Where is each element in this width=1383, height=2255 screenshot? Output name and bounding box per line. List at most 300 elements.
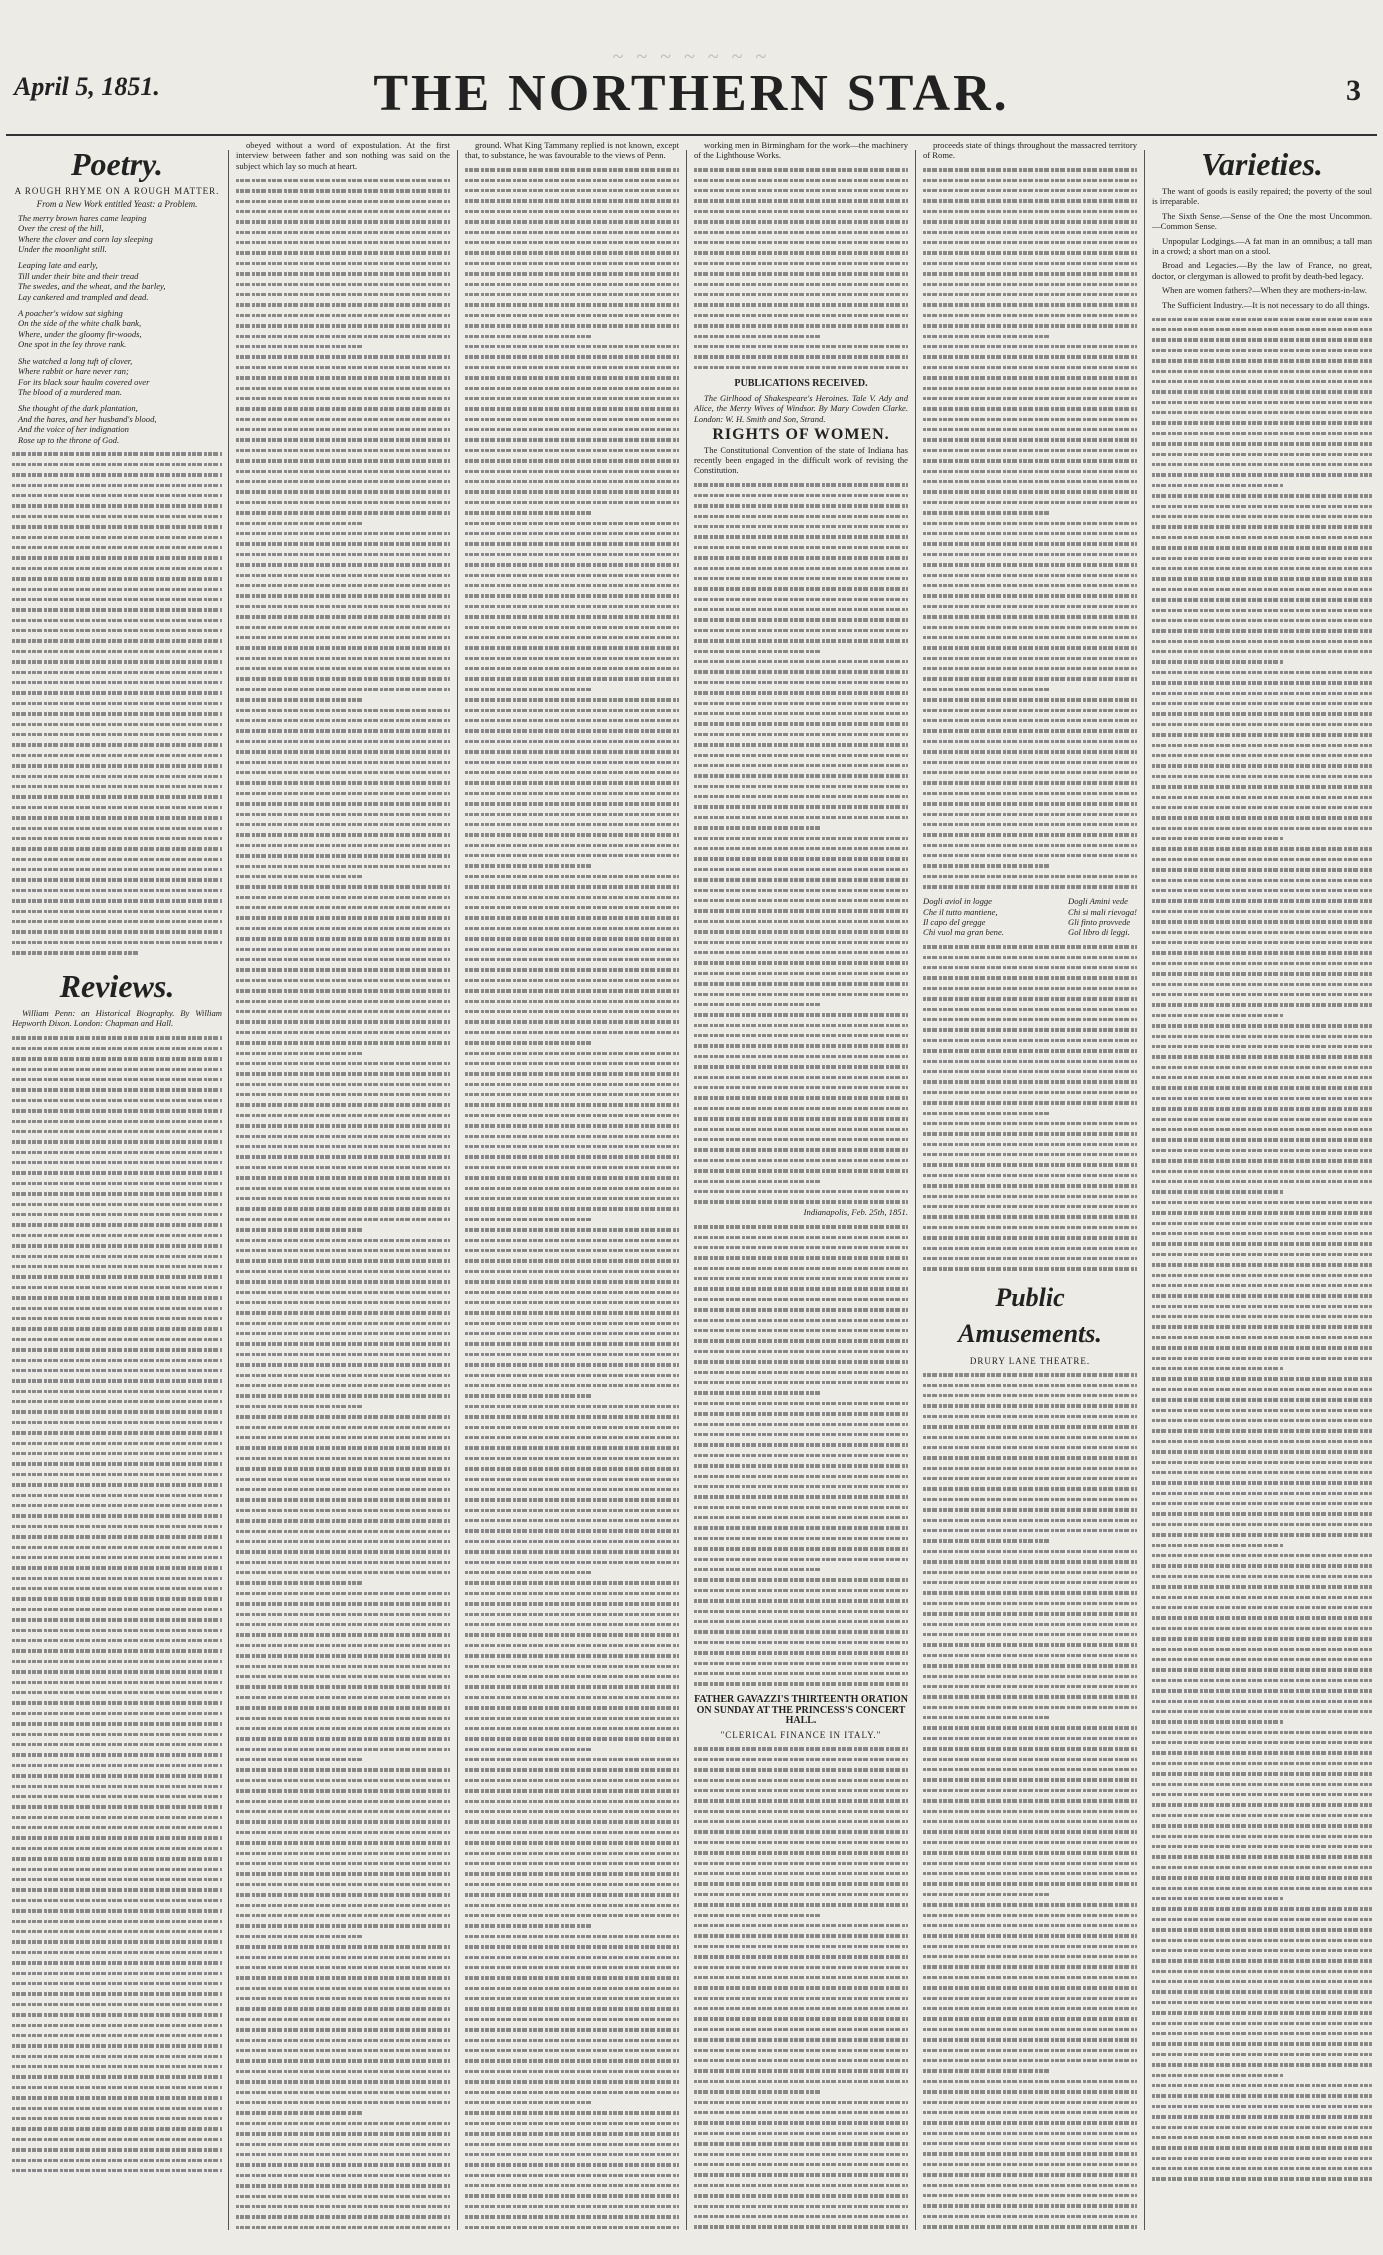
text-line [694, 1429, 908, 1439]
text-line [1152, 460, 1372, 470]
text-line [923, 726, 1137, 736]
text-line [923, 1671, 1137, 1681]
text-line [465, 1235, 679, 1245]
text-line [694, 657, 908, 667]
text-line [236, 1723, 450, 1733]
verse-line: Chi vuol ma gran bene. [923, 927, 1004, 938]
text-line [1152, 1260, 1372, 1270]
text-line [236, 1786, 450, 1796]
verse-line: Che il tutto mantiene, [923, 906, 998, 917]
text-line [465, 1381, 679, 1391]
text-line [1152, 1530, 1372, 1540]
text-line [236, 882, 450, 892]
text-line [694, 1668, 908, 1678]
text-line [923, 747, 1137, 757]
text-line [694, 1858, 908, 1868]
text-line [1152, 1405, 1372, 1415]
text-line [694, 1765, 908, 1775]
text-line [694, 563, 908, 573]
text-line [465, 632, 679, 642]
text-line [236, 1661, 450, 1671]
text-line [465, 2087, 679, 2097]
poem-line: One spot in the ley throve rank. [18, 339, 127, 350]
text-line [923, 1474, 1137, 1484]
text-line [1152, 1322, 1372, 1332]
text-line [236, 913, 450, 923]
text-line [923, 466, 1137, 476]
text-line [236, 1391, 450, 1401]
text-line [694, 1554, 908, 1564]
poem-line: Over the crest of the hill, [18, 223, 104, 234]
text-line [236, 1994, 450, 2004]
poem-line: And the voice of her indignation [18, 424, 129, 435]
text-line [465, 643, 679, 653]
text-line [694, 1176, 822, 1186]
text-line [1152, 834, 1284, 844]
text-line [694, 1294, 908, 1304]
text-line [923, 580, 1137, 590]
text-line [694, 1377, 908, 1387]
text-line [923, 1879, 1137, 1889]
text-line [923, 1775, 1137, 1785]
text-line [1152, 678, 1372, 688]
text-line [465, 923, 679, 933]
text-line [236, 934, 450, 944]
text-line [694, 1827, 908, 1837]
text-line [923, 1993, 1137, 2003]
text-line [1152, 1883, 1372, 1893]
text-line [923, 1754, 1137, 1764]
text-line [923, 425, 1137, 435]
text-line [1152, 1478, 1372, 1488]
text-line [1152, 667, 1372, 677]
text-line [923, 2191, 1137, 2201]
text-line [1152, 314, 1372, 324]
text-line [694, 1533, 908, 1543]
text-line [1152, 1821, 1372, 1831]
text-line [694, 584, 908, 594]
text-line [236, 1495, 450, 1505]
column-1 [12, 140, 222, 2235]
text-line [923, 2211, 1137, 2221]
text-line [694, 1900, 908, 1910]
text-line [1152, 1415, 1372, 1425]
text-line [236, 383, 450, 393]
text-line [694, 989, 908, 999]
text-line [1152, 1353, 1372, 1363]
text-line [923, 2076, 1137, 2086]
text-line [923, 674, 1137, 684]
text-line [694, 2118, 908, 2128]
text-line [694, 1093, 908, 1103]
text-line [236, 1588, 450, 1598]
text-line [1152, 1135, 1372, 1145]
text-line [465, 487, 679, 497]
text-line [465, 1349, 679, 1359]
text-line [923, 393, 1137, 403]
text-line [1152, 1156, 1372, 1166]
text-line [465, 300, 679, 310]
text-line [1152, 979, 1372, 989]
text-line [1152, 397, 1372, 407]
text-line [923, 799, 1137, 809]
text-line [694, 1253, 908, 1263]
text-line [694, 1910, 822, 1920]
text-line [923, 612, 1137, 622]
article-text: ground. What King Tammany replied is not known, except that, to substance, he was favourable to the views of Penn. [465, 140, 679, 161]
text-line [465, 341, 679, 351]
text-line [465, 1921, 593, 1931]
text-line [465, 2035, 679, 2045]
text-line [1152, 574, 1372, 584]
text-line [236, 1048, 364, 1058]
text-line [465, 2129, 679, 2139]
text-line [1152, 1977, 1372, 1987]
text-line [236, 1474, 450, 1484]
text-line [236, 1671, 450, 1681]
text-line [236, 1110, 450, 1120]
text-line [465, 549, 679, 559]
text-line [465, 1962, 679, 1972]
text-line [236, 1599, 450, 1609]
text-line [923, 404, 1137, 414]
text-line [236, 1910, 450, 1920]
text-line [923, 643, 1137, 653]
text-line [236, 851, 450, 861]
text-line [694, 175, 908, 185]
text-line [694, 760, 908, 770]
text-line [694, 321, 908, 331]
text-line [236, 2004, 450, 2014]
text-line [465, 1256, 679, 1266]
text-line [694, 2211, 908, 2221]
text-line [923, 1453, 1137, 1463]
text-line [1152, 1031, 1372, 1041]
text-line [465, 1900, 679, 1910]
text-line [465, 944, 679, 954]
column-rule [686, 150, 687, 2230]
text-line [694, 1155, 908, 1165]
text-line [694, 698, 908, 708]
variety-item: The Sufficient Industry.—It is not necessary to do all things. [1162, 299, 1370, 310]
text-line [694, 1103, 908, 1113]
text-line [465, 560, 679, 570]
text-line [923, 788, 1137, 798]
text-line [694, 206, 908, 216]
text-line [465, 1817, 679, 1827]
text-line [694, 2222, 908, 2232]
text-line [694, 2108, 908, 2118]
text-line [1152, 1000, 1372, 1010]
text-line [694, 1346, 908, 1356]
text-line [236, 799, 450, 809]
text-line [923, 300, 1137, 310]
text-line [694, 802, 908, 812]
text-line [694, 729, 908, 739]
text-line [465, 1277, 679, 1287]
text-line [465, 477, 679, 487]
text-line [923, 445, 1137, 455]
text-line [694, 1232, 908, 1242]
text-line [236, 373, 450, 383]
text-line [1152, 1125, 1372, 1135]
text-line [694, 636, 908, 646]
verse-line: Gli finto provvede [1068, 916, 1131, 927]
text-line [465, 1505, 679, 1515]
text-line [465, 1443, 679, 1453]
text-line [923, 1129, 1137, 1139]
text-line [694, 1806, 908, 1816]
text-line [465, 227, 679, 237]
text-line [465, 2014, 679, 2024]
text-line [1152, 1395, 1372, 1405]
text-line [694, 1031, 908, 1041]
text-line [1152, 470, 1372, 480]
text-line [923, 1848, 1137, 1858]
text-line [923, 1108, 1051, 1118]
text-line [694, 2004, 908, 2014]
text-line [923, 456, 1137, 466]
text-line [465, 1578, 679, 1588]
text-line [923, 632, 1137, 642]
text-line [236, 2129, 450, 2139]
text-line [465, 975, 679, 985]
text-line [465, 2025, 679, 2035]
text-line [236, 1308, 450, 1318]
text-line [694, 1197, 908, 1207]
text-line [465, 1453, 679, 1463]
text-line [236, 2118, 450, 2128]
verse-left [923, 896, 1004, 938]
text-line [1152, 1540, 1284, 1550]
text-line [465, 809, 679, 819]
text-line [236, 622, 450, 632]
text-line [694, 979, 908, 989]
poem-line: And the hares, and her husband's blood, [18, 413, 157, 424]
text-line [1152, 1634, 1372, 1644]
text-line [1152, 969, 1372, 979]
text-line [694, 2035, 908, 2045]
text-line [694, 1222, 908, 1232]
text-line [694, 2191, 908, 2201]
section-heading-amusements: Public Amusements. [958, 1283, 1102, 1349]
text-line [465, 1474, 679, 1484]
text-line [465, 279, 679, 289]
publications-heading: PUBLICATIONS RECEIVED. [734, 377, 868, 389]
text-line [236, 996, 450, 1006]
text-line [1152, 1499, 1372, 1509]
text-line [465, 1006, 679, 1016]
text-line [236, 1453, 450, 1463]
text-line [923, 819, 1137, 829]
text-line [694, 688, 908, 698]
text-line [694, 2087, 822, 2097]
text-line [465, 1890, 679, 1900]
text-line [1152, 1748, 1372, 1758]
text-line [236, 2108, 364, 2118]
text-line [1152, 626, 1372, 636]
text-line [465, 747, 679, 757]
poem-line: Where, under the gloomy fir-woods, [18, 328, 142, 339]
text-line [1152, 2153, 1372, 2163]
text-line [1152, 1488, 1372, 1498]
text-line [694, 1134, 908, 1144]
text-line [236, 1131, 450, 1141]
text-line [236, 1069, 450, 1079]
text-line [465, 622, 679, 632]
text-line [1152, 1197, 1372, 1207]
text-line [236, 352, 450, 362]
text-line [694, 1284, 908, 1294]
text-line [1152, 1270, 1372, 1280]
text-line [465, 1651, 679, 1661]
text-line [236, 986, 450, 996]
column-rule [228, 150, 229, 2230]
text-line [694, 947, 908, 957]
text-line [1152, 813, 1372, 823]
text-line [1152, 605, 1372, 615]
text-line [1152, 2008, 1372, 2018]
text-line [236, 1713, 450, 1723]
article-text: obeyed without a word of expostulation. At the first interview between father and son nothing was said on the subject which lay so much at heart. [236, 140, 450, 171]
text-line [694, 521, 908, 531]
text-line [465, 1329, 679, 1339]
text-line [694, 1305, 908, 1315]
text-line [465, 528, 679, 538]
text-line [465, 591, 679, 601]
text-line [236, 1682, 450, 1692]
text-line [465, 1557, 679, 1567]
text-line [923, 1557, 1137, 1567]
text-line [236, 1266, 450, 1276]
text-line [694, 2180, 908, 2190]
text-line [923, 1765, 1137, 1775]
theatre-body [923, 1370, 1137, 2235]
text-line [465, 1214, 593, 1224]
rights-of-women-heading: RIGHTS OF WOMEN. [712, 426, 890, 444]
text-line [1152, 1925, 1372, 1935]
text-line [1152, 1073, 1372, 1083]
text-line [694, 1744, 908, 1754]
text-line [465, 1703, 679, 1713]
text-line [465, 1734, 679, 1744]
text-line [694, 750, 908, 760]
text-line [694, 833, 908, 843]
text-line [923, 539, 1137, 549]
text-line [694, 594, 908, 604]
text-line [694, 1398, 908, 1408]
text-line [236, 2087, 450, 2097]
text-line [694, 708, 908, 718]
text-line [923, 1868, 1137, 1878]
text-line [236, 840, 450, 850]
text-line [1152, 1343, 1372, 1353]
text-line [1152, 1603, 1372, 1613]
text-line [694, 927, 908, 937]
text-line [465, 1879, 679, 1889]
text-line [694, 1020, 908, 1030]
text-line [923, 1681, 1137, 1691]
text-line [1152, 1509, 1372, 1519]
text-line [236, 809, 450, 819]
text-line [465, 934, 679, 944]
text-line [236, 1422, 450, 1432]
poem-line: She thought of the dark plantation, [18, 403, 138, 414]
text-line [236, 238, 450, 248]
text-line [236, 861, 450, 871]
text-line [236, 414, 450, 424]
text-line [465, 518, 679, 528]
text-line [465, 2233, 679, 2235]
text-line [923, 2035, 1137, 2045]
text-line [236, 716, 450, 726]
text-line [694, 2232, 908, 2235]
text-line [236, 290, 450, 300]
text-line [694, 1450, 908, 1460]
verse-line: Dogli Amini vede [1068, 896, 1128, 907]
text-line [923, 206, 1137, 216]
text-line [465, 1245, 679, 1255]
text-line [694, 248, 908, 258]
text-line [1152, 948, 1372, 958]
text-line [236, 903, 450, 913]
text-line [694, 771, 908, 781]
gavazzi-body [694, 1744, 908, 2235]
text-line [1152, 927, 1372, 937]
text-line [1152, 1467, 1372, 1477]
text-line [694, 1166, 908, 1176]
text-line [1152, 823, 1372, 833]
text-line [465, 1131, 679, 1141]
text-line [694, 1679, 908, 1689]
newspaper-title: THE NORTHERN STAR. [373, 65, 1010, 122]
text-line [923, 1077, 1137, 1087]
text-line [1152, 1790, 1372, 1800]
text-line [236, 892, 450, 902]
text-line [236, 1651, 450, 1661]
text-line [1152, 750, 1372, 760]
text-line [465, 425, 679, 435]
text-line [1152, 761, 1372, 771]
text-line [465, 1048, 679, 1058]
text-line [694, 1367, 908, 1377]
text-line [923, 1432, 1137, 1442]
text-line [923, 1598, 1137, 1608]
text-line [1152, 1613, 1372, 1623]
text-line [1152, 1364, 1284, 1374]
text-line [1152, 1218, 1372, 1228]
text-line [465, 1370, 679, 1380]
text-line [923, 1139, 1137, 1149]
text-line [236, 871, 364, 881]
issue-date: April 5, 1851. [14, 72, 160, 101]
text-line [694, 605, 908, 615]
text-line [1152, 335, 1372, 345]
text-line [465, 1173, 679, 1183]
text-line [923, 757, 1137, 767]
text-line [694, 958, 908, 968]
text-line [236, 1256, 450, 1266]
text-line [694, 1920, 908, 1930]
text-line [465, 871, 679, 881]
rights-body-continued [694, 1222, 908, 1690]
text-line [694, 844, 908, 854]
text-line [465, 819, 679, 829]
text-line [465, 2191, 679, 2201]
text-line [1152, 2060, 1372, 2070]
text-line [236, 1339, 450, 1349]
text-line [465, 1110, 679, 1120]
